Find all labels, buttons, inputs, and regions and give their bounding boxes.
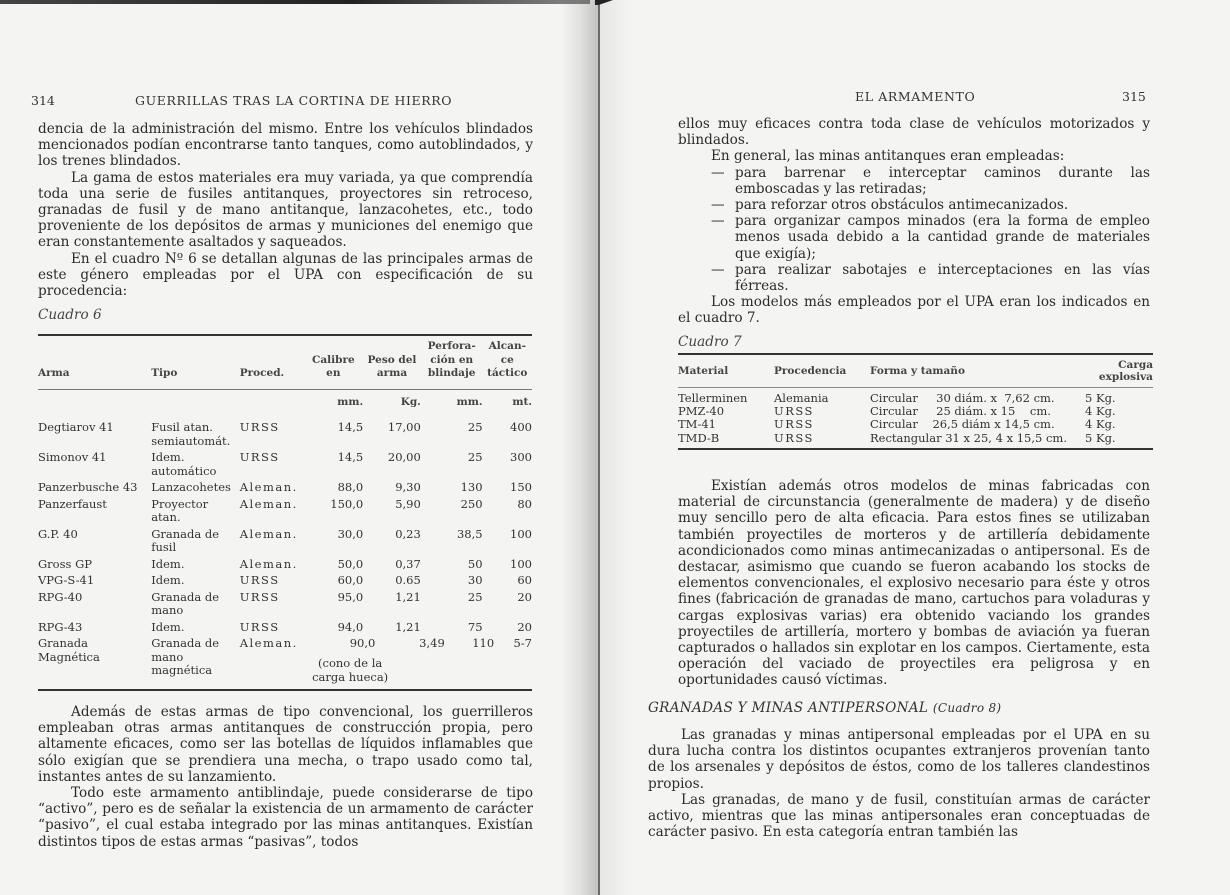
list-item: — para reforzar otros obstáculos antimecanizados. (711, 197, 1069, 214)
unit-peso: Kg. (400, 395, 421, 408)
mines-table (678, 353, 1153, 450)
cell-calibre: 90,0 (349, 636, 376, 650)
cell-tipo: Granada de fusil (151, 526, 220, 554)
cell-alcance: 300 (510, 450, 532, 464)
unit-calibre: mm. (337, 395, 364, 408)
cell-peso: 1,21 (395, 589, 421, 604)
cell-peso: 0,23 (395, 526, 421, 541)
cell-procedencia: URSS (774, 404, 814, 419)
col-header-perforacion: Perfora- ción en blindaje (427, 340, 476, 379)
cell-material: Tellerminen (678, 391, 748, 405)
cell-carga: 4 Kg. (1085, 404, 1116, 419)
cell-tipo: Idem. (151, 619, 185, 634)
cell-alcance: 5-7 (513, 636, 532, 650)
paragraph: dencia de la administración del mismo. Entre los vehículos blindados mencionados podían encontrarse tanto tanques, como autoblindados, y los trenes blindados. (38, 121, 533, 170)
cell-perforacion: 50 (467, 556, 483, 571)
cell-material: TM-41 (678, 417, 716, 432)
cell-proced: URSS (239, 589, 280, 604)
cell-perforacion: 25 (467, 450, 483, 464)
col-header-material: Material (678, 365, 729, 377)
section-heading (648, 700, 1001, 716)
cell-arma: Degtiarov 41 (38, 420, 114, 434)
cell-arma: RPG-40 (38, 589, 83, 604)
cell-material: TMD-B (678, 430, 720, 445)
cell-calibre: 94,0 (337, 619, 364, 634)
cell-alcance: 20 (517, 619, 532, 634)
cell-tipo: Idem. (151, 556, 185, 571)
cell-alcance: 150 (510, 480, 532, 494)
dash-bullet-icon: — (711, 164, 725, 181)
running-head: GUERRILLAS TRAS LA CORTINA DE HIERRO (135, 93, 453, 108)
table-row (38, 498, 532, 528)
left-page (0, 0, 598, 895)
dash-list (678, 165, 1150, 295)
unit-alcance: mt. (512, 395, 532, 408)
right-page (600, 0, 1230, 895)
table-row (38, 528, 532, 558)
table-header-row (678, 355, 1153, 387)
cell-tipo: Fusil atan. semiautomát. (151, 420, 231, 448)
paragraph: Los modelos más empleados por el UPA eran los indicados en el cuadro 7. (678, 294, 1150, 327)
cell-group (304, 637, 533, 687)
cell-proced: Aleman. (239, 526, 298, 541)
cell-arma: Simonov 41 (38, 450, 107, 464)
cell-tipo: Granada de mano magnética (151, 636, 220, 677)
cell-perforacion: 130 (460, 480, 483, 494)
table-row (38, 621, 532, 638)
table-row (38, 591, 532, 621)
cell-peso: 5,90 (395, 496, 421, 511)
cell-calibre: 150,0 (330, 496, 364, 511)
cell-material: PMZ-40 (678, 404, 725, 419)
cell-peso: 9,30 (395, 480, 421, 494)
cell-proced: Aleman. (239, 480, 298, 494)
section-title: GRANADAS Y MINAS ANTIPERSONAL (648, 700, 929, 716)
body-text-bottom (38, 704, 533, 850)
cell-peso: 3,49 (419, 636, 445, 650)
table-row (678, 418, 1153, 431)
cell-perforacion: 38,5 (456, 526, 483, 541)
cell-note: (cono de la carga hueca) (312, 655, 389, 684)
table-row (38, 451, 532, 481)
cell-calibre: 50,0 (337, 556, 364, 571)
cell-perforacion: 110 (472, 636, 495, 650)
cell-forma: Rectangular 31 x 25, 4 x 15,5 cm. (870, 430, 1067, 445)
cell-forma: Circular 30 diám. x 7,62 cm. (870, 391, 1055, 405)
cell-arma: G.P. 40 (38, 526, 78, 541)
cell-tipo: Idem. automático (151, 450, 217, 478)
col-header-arma: Arma (38, 367, 70, 379)
cell-perforacion: 25 (467, 420, 483, 434)
paragraph: En el cuadro Nº 6 se detallan algunas de las principales armas de este género empleadas por el UPA con especificación de su procedencia: (38, 250, 533, 300)
cell-perforacion: 250 (460, 496, 483, 511)
paragraph: La gama de estos materiales era muy variada, ya que comprendía toda una serie de fusiles antitanques, proyectores sin retroceso, granadas de fusil y de mano antitanque, lanzacohetes, etc., todo proveniente de los depósitos de armas y municiones del enemigo que eran constantemente asaltados y saqueados. (38, 169, 533, 251)
list-item: — para realizar sabotajes e interceptaciones en las vías férreas. (711, 261, 1150, 295)
paragraph: Las granadas, de mano y de fusil, constituían armas de carácter activo, mientras que las minas antipersonales eran conceptuadas de carácter pasivo. En esta categoría entran también las (648, 791, 1150, 841)
cell-procedencia: URSS (774, 417, 814, 432)
cell-proced: Aleman. (239, 496, 298, 511)
cell-alcance: 20 (517, 589, 532, 604)
cell-calibre: 95,0 (337, 589, 364, 604)
table-row (678, 388, 1153, 405)
cell-calibre: 88,0 (337, 480, 364, 494)
cell-proced: Aleman. (239, 556, 298, 571)
running-head: EL ARMAMENTO (855, 89, 976, 104)
cell-carga: 5 Kg. (1085, 391, 1116, 405)
dash-bullet-icon: — (711, 261, 725, 278)
cell-peso: 0.65 (395, 573, 421, 587)
table-row (38, 421, 532, 451)
table-row (678, 432, 1153, 448)
section-reference: (Cuadro 8) (932, 701, 1002, 715)
body-text-top (38, 121, 533, 299)
cell-alcance: 80 (517, 496, 532, 511)
body-text-top (678, 116, 1150, 327)
cell-forma: Circular 26,5 diám x 14,5 cm. (870, 417, 1055, 432)
cell-perforacion: 30 (467, 573, 483, 587)
cell-arma: Gross GP (38, 556, 92, 571)
cell-carga: 4 Kg. (1085, 417, 1116, 432)
cell-calibre: 30,0 (337, 526, 364, 541)
cell-arma: VPG-S-41 (38, 573, 95, 587)
table-row (38, 637, 532, 687)
cell-proced: URSS (239, 619, 280, 634)
cell-peso: 20,00 (387, 450, 421, 464)
cell-alcance: 400 (510, 420, 532, 434)
col-header-peso: Peso del arma (367, 353, 417, 379)
cell-arma: Panzerfaust (38, 496, 107, 511)
cell-alcance: 60 (517, 573, 532, 587)
table-caption: Cuadro 6 (38, 307, 102, 323)
list-item: — para organizar campos minados (era la forma de empleo menos usada debido a la cantidad grande de materiales que exigía); (711, 213, 1150, 262)
units-row (38, 390, 532, 422)
cell-alcance: 100 (510, 526, 532, 541)
table-row (38, 558, 532, 575)
cell-tipo: Idem. (151, 573, 185, 587)
cell-peso: 0,37 (395, 556, 421, 571)
cell-procedencia: URSS (774, 430, 814, 445)
cell-arma: Panzerbusche 43 (38, 480, 138, 494)
table-rule (38, 689, 532, 691)
col-header-proced: Proced. (239, 367, 285, 379)
cell-proced: URSS (239, 573, 280, 587)
cell-alcance: 100 (510, 556, 532, 571)
cell-arma: Granada Magnética (38, 636, 100, 664)
cell-calibre: 60,0 (337, 573, 364, 587)
body-text-middle (678, 478, 1150, 689)
list-intro: En general, las minas antitanques eran empleadas: (711, 148, 1065, 165)
table-rule (678, 448, 1153, 450)
cell-proced: URSS (239, 450, 280, 464)
dash-bullet-icon: — (711, 197, 725, 214)
cell-arma: RPG-43 (38, 619, 83, 634)
cell-perforacion: 75 (467, 619, 483, 634)
page-number: 314 (31, 93, 55, 108)
cell-proced: URSS (239, 420, 280, 434)
table-header-row (38, 336, 532, 387)
table-row (38, 574, 532, 591)
cell-calibre: 14,5 (337, 450, 364, 464)
col-header-procedencia: Procedencia (774, 365, 847, 377)
paragraph: ellos muy eficaces contra toda clase de vehículos motorizados y blindados. (678, 116, 1150, 149)
cell-forma: Circular 25 diám. x 15 cm. (870, 404, 1051, 419)
cell-calibre: 14,5 (337, 420, 364, 434)
cell-proced: Aleman. (239, 636, 298, 650)
table-caption: Cuadro 7 (678, 334, 742, 350)
cell-peso: 17,00 (387, 420, 421, 434)
col-header-alcance: Alcan- ce táctico (487, 340, 528, 379)
list-item: — para barrenar e interceptar caminos durante las emboscadas y las retiradas; (711, 164, 1150, 197)
col-header-tipo: Tipo (151, 367, 178, 379)
cell-perforacion: 25 (467, 589, 483, 604)
page-number: 315 (1122, 89, 1146, 104)
col-header-calibre: Calibre en (311, 353, 355, 379)
cell-peso: 1,21 (395, 619, 421, 634)
cell-tipo: Granada de mano (151, 589, 220, 617)
col-header-carga: Carga explosiva (1098, 359, 1153, 383)
body-text-bottom (648, 727, 1150, 840)
cell-tipo: Proyector atan. (151, 496, 209, 524)
dash-bullet-icon: — (711, 213, 725, 230)
cell-carga: 5 Kg. (1085, 430, 1116, 445)
col-header-forma: Forma y tamaño (870, 365, 965, 377)
paragraph: Las granadas y minas antipersonal empleadas por el UPA en su dura lucha contra los distintos ocupantes extranjeros provenían tanto de los arsenales y depósitos de éstos, como de los talleres clandestinos propios. (648, 727, 1150, 792)
unit-perforacion: mm. (456, 395, 483, 408)
cell-tipo: Lanzacohetes (151, 480, 231, 494)
paragraph: Todo este armamento antiblindaje, puede considerarse de tipo “activo”, pero es de señalar la existencia de un armamento de carácter “pasivo”, el cual estaba integrado por las minas antitanques. Existían distintos tipos de estas armas “pasivas”, todos (38, 785, 533, 850)
cell-procedencia: Alemania (774, 391, 829, 405)
weapons-table (38, 334, 532, 691)
paragraph: Además de estas armas de tipo convencional, los guerrilleros empleaban otras armas antitanques de construcción propia, pero altamente eficaces, como ser las botellas de líquidos inflamables que sólo exigían que se prendiera una mecha, o trapo usado como tal, instantes antes de su lanzamiento. (38, 704, 533, 785)
paragraph: Existían además otros modelos de minas fabricadas con material de circunstancia (generalmente de madera) y de diseño muy sencillo pero de alta eficacia. Para estos fines se utilizaban también proyectiles de morteros y de artillería debidamente acondicionados como minas antimecanizadas o antipersonal. Es de destacar, asimismo que cuando se fueron acabando los stocks de elementos convencionales, el explosivo necesario para éste y otros fines (fabricación de granadas de mano, cartuchos para voladuras y cargas explosivas varias) era obtenido vaciando los grandes proyectiles de artillería, mortero y bombas de aviación ya fueran capturados o hallados sin explotar en los campos. Ciertamente, esta operación del vaciado de proyectiles era peligrosa y en oportunidades causó víctimas. (678, 478, 1150, 689)
table-row (38, 481, 532, 498)
